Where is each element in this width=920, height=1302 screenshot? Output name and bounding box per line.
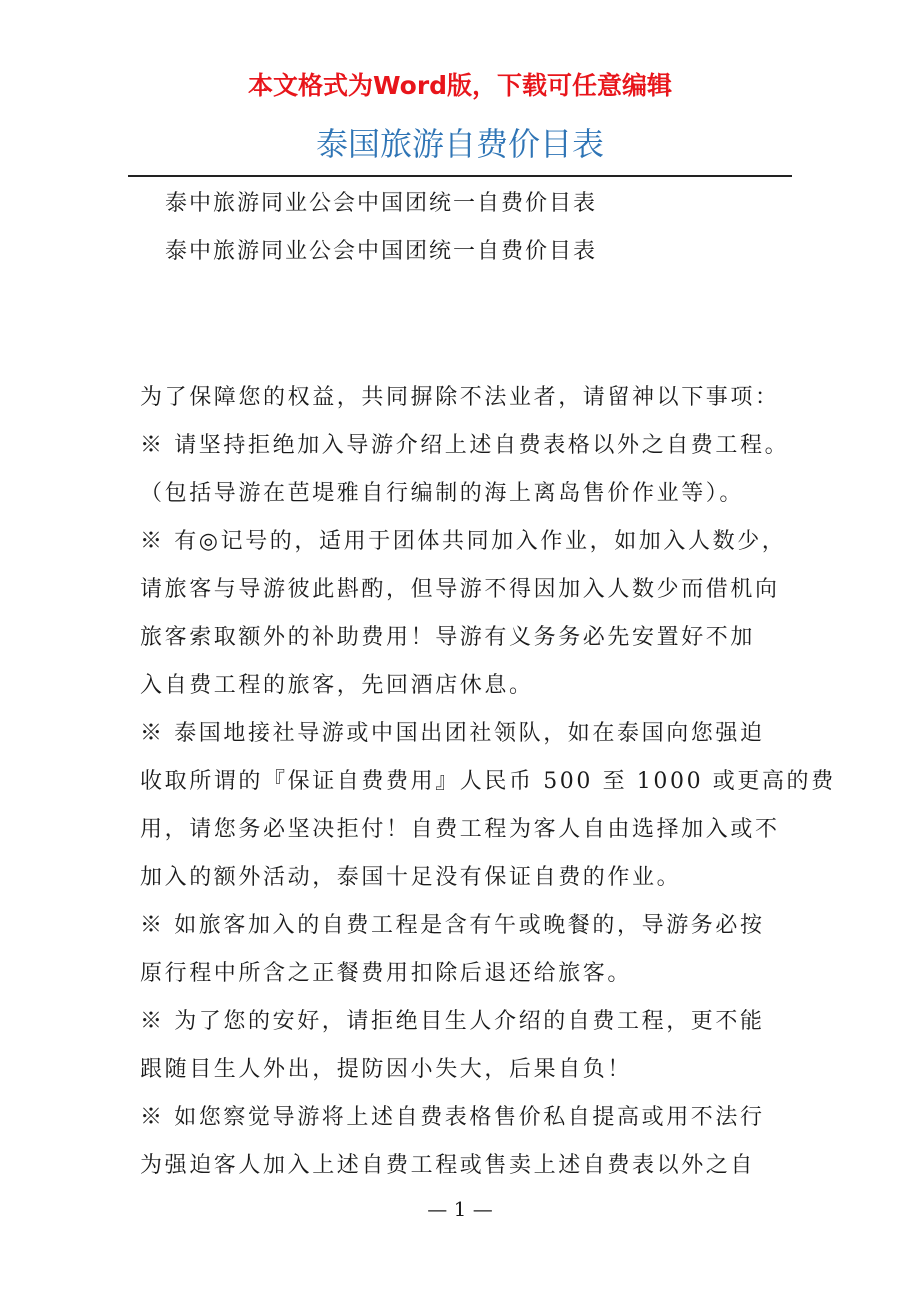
- title-divider: [128, 175, 792, 177]
- body-line: ※ 有◎记号的，适用于团体共同加入作业，如加入人数少，: [140, 529, 787, 554]
- body-line: 加入的额外活动，泰国十足没有保证自费的作业。: [140, 865, 682, 890]
- body-line: 跟随目生人外出，提防因小失大，后果自负！: [140, 1057, 633, 1082]
- body-line: （包括导游在芭堤雅自行编制的海上离岛售价作业等）。: [140, 481, 745, 506]
- page-number: — 1 —: [427, 1197, 493, 1221]
- body-line: 原行程中所含之正餐费用扣除后退还给旅客。: [140, 961, 633, 986]
- body-line: ※ 泰国地接社导游或中国出团社领队，如在泰国向您强迫: [140, 721, 765, 746]
- subtitle-line: 泰中旅游同业公会中国团统一自费价目表: [165, 239, 598, 264]
- body-text: [140, 374, 836, 1190]
- body-line: 为了保障您的权益，共同摒除不法业者，请留神以下事项：: [140, 385, 780, 410]
- document-title: 泰国旅游自费价目表: [315, 125, 604, 163]
- body-line: ※ 如您察觉导游将上述自费表格售价私自提高或用不法行: [140, 1105, 765, 1130]
- body-line: 请旅客与导游彼此斟酌，但导游不得因加入人数少而借机向: [140, 577, 780, 602]
- body-line: 入自费工程的旅客，先回酒店休息。: [140, 673, 534, 698]
- body-line: ※ 为了您的安好，请拒绝目生人介绍的自费工程，更不能: [140, 1009, 765, 1034]
- body-line: 为强迫客人加入上述自费工程或售卖上述自费表以外之自: [140, 1153, 756, 1178]
- format-notice: 本文格式为Word版，下载可任意编辑: [247, 71, 673, 100]
- body-line: ※ 如旅客加入的自费工程是含有午或晚餐的，导游务必按: [140, 913, 765, 938]
- body-line: 用，请您务必坚决拒付！自费工程为客人自由选择加入或不: [140, 817, 780, 842]
- subtitle-line: 泰中旅游同业公会中国团统一自费价目表: [165, 191, 598, 216]
- body-line: 旅客索取额外的补助费用！导游有义务务必先安置好不加: [140, 625, 756, 650]
- body-line: 收取所谓的『保证自费费用』人民币 500 至 1000 或更高的费: [140, 769, 836, 794]
- body-line: ※ 请坚持拒绝加入导游介绍上述自费表格以外之自费工程。: [140, 433, 790, 458]
